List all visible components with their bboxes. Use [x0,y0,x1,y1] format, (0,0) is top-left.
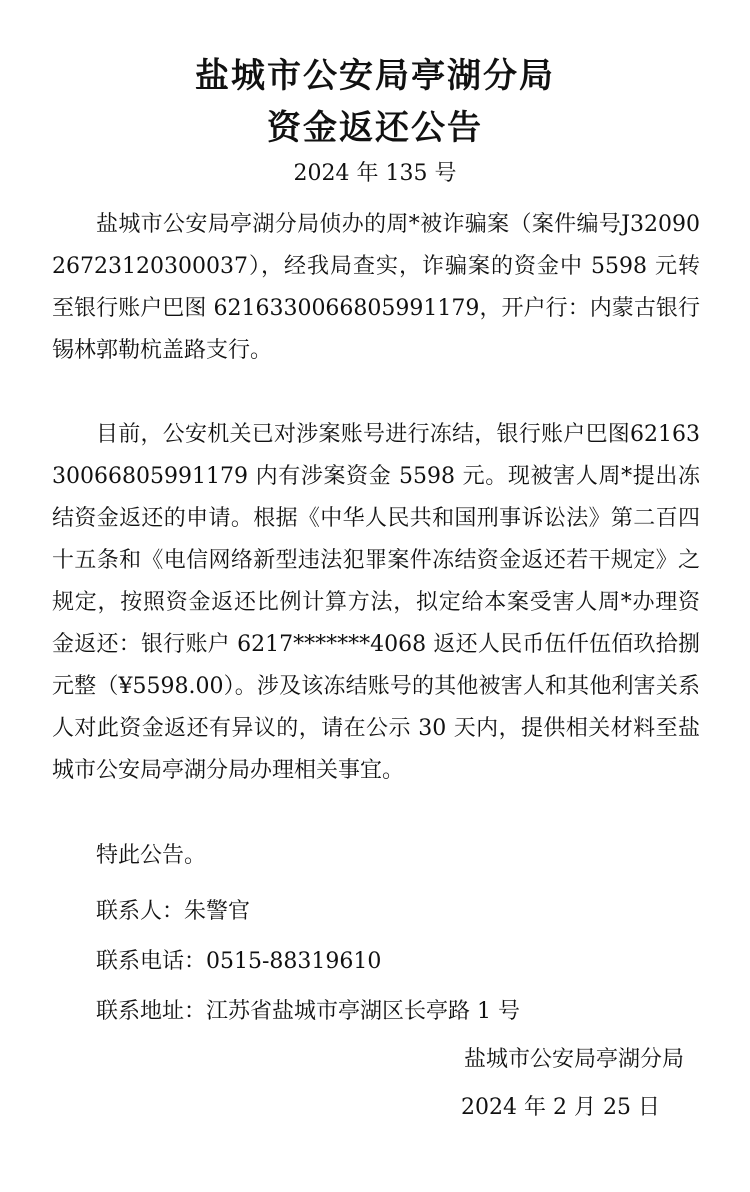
contact-person: 联系人：朱警官 [96,899,251,924]
document-number: 2024 年 135 号 [293,161,457,186]
case-details-paragraph: 盐城市公安局亭湖分局侦办的周*被诈骗案（案件编号J3209026723120300037），经我局查实，诈骗案的资金中 5598 元转至银行账户巴图 6216330066805991179，开户行：内蒙古银行锡林郭勒杭盖路支行。 [52,212,700,363]
document-title-agency: 盐城市公安局亭湖分局 [195,56,555,96]
signature-date: 2024 年 2 月 25 日 [461,1095,660,1120]
document-title-subject: 资金返还公告 [267,108,483,148]
signature-organization: 盐城市公安局亭湖分局 [463,1047,684,1072]
closing-notice: 特此公告。 [96,843,207,868]
refund-details-paragraph: 目前，公安机关已对涉案账号进行冻结，银行账户巴图6216330066805991179 内有涉案资金 5598 元。现被害人周*提出冻结资金返还的申请。根据《中华人民共和国刑事诉讼法》第二百四十五条和《电信网络新型违法犯罪案件冻结资金返还若干规定》之规定，按照资金返还比例计算方法，拟定给本案受害人周*办理资金返还：银行账户 6217*******4068 返还人民币伍仟伍佰玖拾捌元整（¥5598.00）。涉及该冻结账号的其他被害人和其他利害关系人对此资金返还有异议的，请在公示 30 天内，提供相关材料至盐城市公安局亭湖分局办理相关事宜。 [52,422,700,783]
contact-phone: 联系电话：0515-88319610 [96,949,382,974]
contact-address: 联系地址：江苏省盐城市亭湖区长亭路 1 号 [96,999,520,1024]
